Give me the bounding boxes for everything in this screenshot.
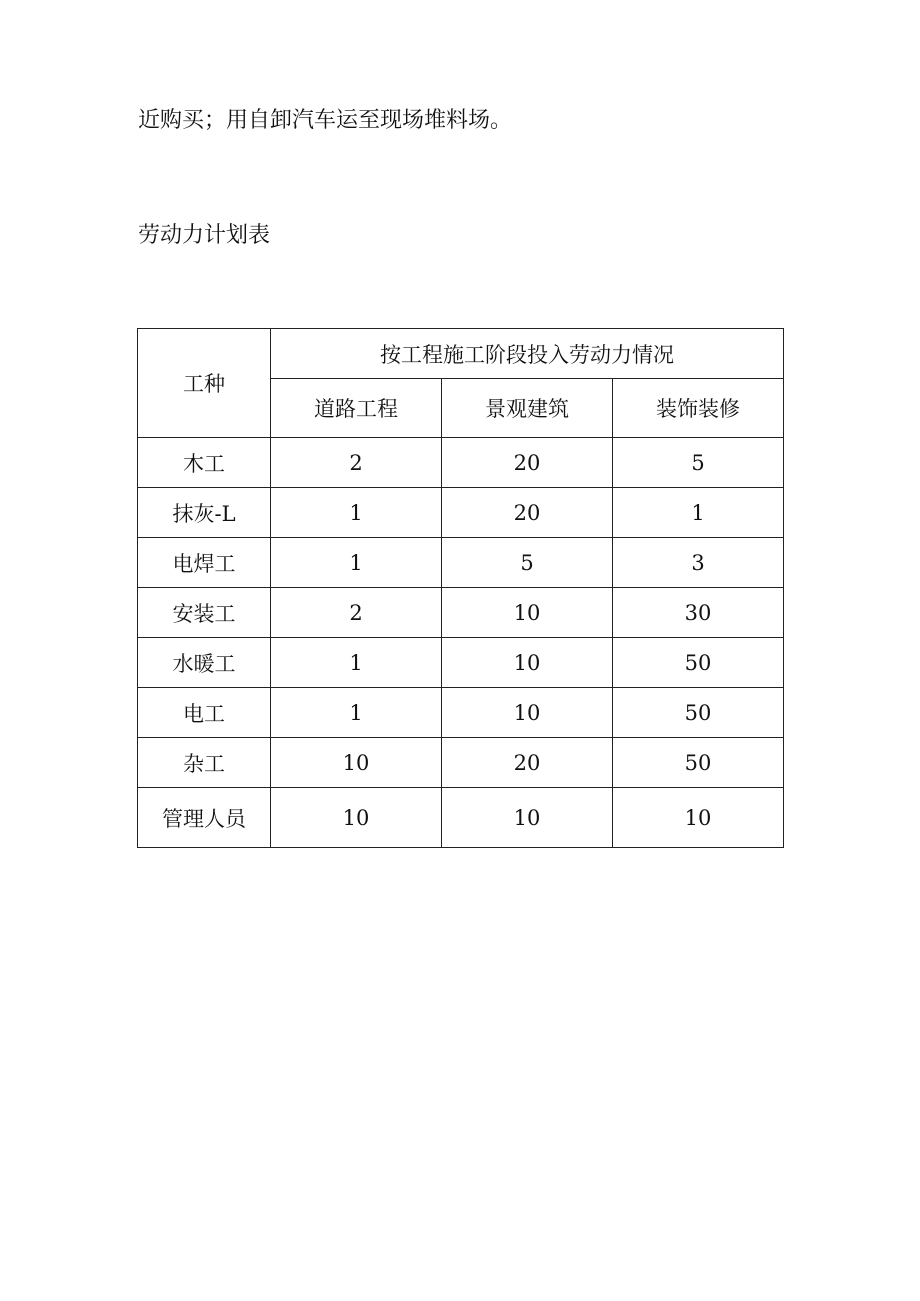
value-cell: 50 — [613, 688, 784, 738]
column-header-landscape: 景观建筑 — [442, 379, 613, 438]
table-row — [138, 588, 784, 638]
group-header-cell: 按工程施工阶段投入劳动力情况 — [271, 329, 784, 379]
value-cell: 10 — [442, 688, 613, 738]
value-cell: 1 — [271, 488, 442, 538]
header-row-group — [138, 329, 784, 379]
trade-cell: 安装工 — [138, 588, 271, 638]
labor-plan-table — [137, 328, 784, 848]
table-row — [138, 488, 784, 538]
trade-cell: 管理人员 — [138, 788, 271, 848]
table-row — [138, 638, 784, 688]
value-cell: 2 — [271, 588, 442, 638]
value-cell: 20 — [442, 738, 613, 788]
value-cell: 20 — [442, 438, 613, 488]
table-title: 劳动力计划表 — [138, 223, 271, 248]
table-row — [138, 538, 784, 588]
trade-cell: 抹灰-L — [138, 488, 271, 538]
value-cell: 50 — [613, 638, 784, 688]
value-cell: 1 — [271, 638, 442, 688]
table-row — [138, 788, 784, 848]
value-cell: 10 — [442, 788, 613, 848]
value-cell: 2 — [271, 438, 442, 488]
table-row — [138, 738, 784, 788]
intro-paragraph: 近购买；用自卸汽车运至现场堆料场。 — [138, 108, 513, 133]
value-cell: 1 — [271, 688, 442, 738]
value-cell: 5 — [613, 438, 784, 488]
trade-cell: 杂工 — [138, 738, 271, 788]
value-cell: 1 — [271, 538, 442, 588]
value-cell: 1 — [613, 488, 784, 538]
corner-header-cell: 工种 — [138, 329, 271, 438]
table-row — [138, 688, 784, 738]
value-cell: 10 — [271, 738, 442, 788]
value-cell: 5 — [442, 538, 613, 588]
value-cell: 50 — [613, 738, 784, 788]
value-cell: 10 — [613, 788, 784, 848]
value-cell: 10 — [442, 588, 613, 638]
value-cell: 10 — [442, 638, 613, 688]
column-header-decoration: 装饰装修 — [613, 379, 784, 438]
trade-cell: 水暖工 — [138, 638, 271, 688]
value-cell: 10 — [271, 788, 442, 848]
value-cell: 20 — [442, 488, 613, 538]
trade-cell: 电工 — [138, 688, 271, 738]
table-row — [138, 438, 784, 488]
value-cell: 30 — [613, 588, 784, 638]
trade-cell: 电焊工 — [138, 538, 271, 588]
trade-cell: 木工 — [138, 438, 271, 488]
value-cell: 3 — [613, 538, 784, 588]
column-header-road: 道路工程 — [271, 379, 442, 438]
